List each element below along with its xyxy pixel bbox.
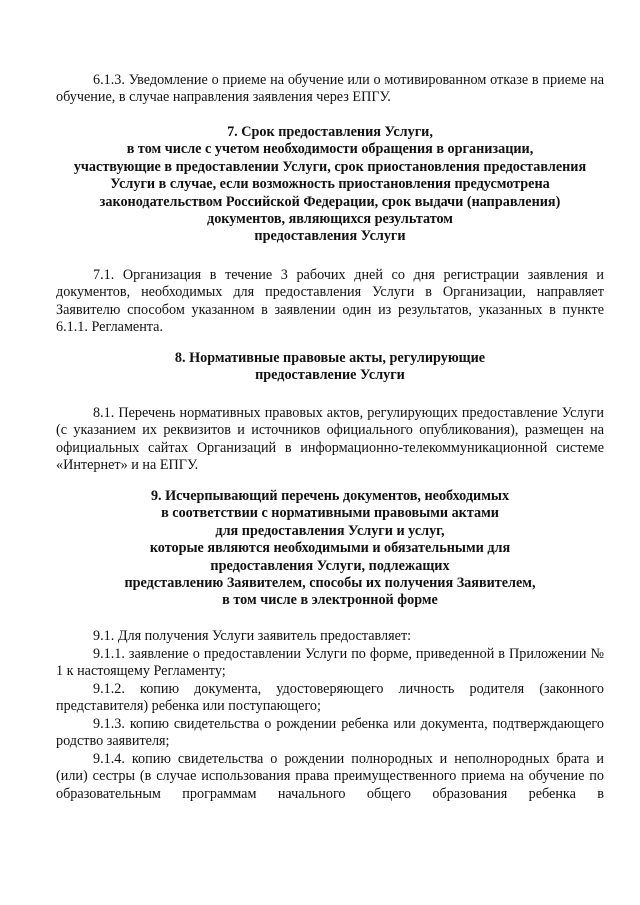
paragraph-8-1: 8.1. Перечень нормативных правовых актов, регулирующих предоставление Услуги (с указанием их реквизитов и источников официального опубликования), размещен на официальных сайтах Организаций в информационно-телекоммуникационной системе «Интернет» и на ЕПГУ.	[56, 405, 604, 474]
section-7-heading-line: документов, являющихся результатом	[207, 211, 453, 228]
paragraph-9-1: 9.1. Для получения Услуги заявитель предоставляет:	[93, 628, 412, 644]
paragraph-9-1-1: 9.1.1. заявление о предоставлении Услуги по форме, приведенной в Приложении № 1 к настоящему Регламенту;	[56, 646, 604, 680]
section-7-heading-line: предоставления Услуги	[254, 228, 406, 245]
section-9-heading	[56, 488, 604, 610]
paragraph-9-1-4: 9.1.4. копию свидетельства о рождении полнородных и неполнородных брата и (или) сестры (в случае использования права преимущественного приема на обучение по образовательным программам начального общего образования ребенка в	[56, 751, 604, 802]
section-9-heading-line: в том числе в электронной форме	[222, 592, 438, 609]
section-9-heading-line: для предоставления Услуги и услуг,	[215, 522, 445, 539]
section-8-heading-line: 8. Нормативные правовые акты, регулирующие	[174, 350, 486, 366]
section-8-heading-line: предоставление Услуги	[255, 367, 405, 384]
section-7-heading-line: Услуги в случае, если возможность приостановления предусмотрена	[110, 176, 550, 193]
section-7-heading-line: 7. Срок предоставления Услуги,	[227, 124, 433, 140]
section-9-heading-line: представлению Заявителем, способы их получения Заявителем,	[124, 575, 536, 592]
paragraph-7-1: 7.1. Организация в течение 3 рабочих дней со дня регистрации заявления и документов, необходимых для предоставления Услуги в Организации, направляет Заявителю способом указанном в заявлении один из результатов, указанных в пункте 6.1.1. Регламента.	[56, 267, 604, 336]
section-8-heading	[56, 350, 604, 385]
section-9-heading-line: в соответствии с нормативными правовыми актами	[161, 505, 499, 522]
section-7-heading	[56, 124, 604, 246]
section-9-heading-line: предоставления Услуги, подлежащих	[210, 557, 450, 574]
section-7-heading-line: в том числе с учетом необходимости обращения в организации,	[126, 141, 534, 158]
paragraph-6-1-3: 6.1.3. Уведомление о приеме на обучение или о мотивированном отказе в приеме на обучение, в случае направления заявления через ЕПГУ.	[56, 72, 604, 106]
section-9-heading-line: 9. Исчерпывающий перечень документов, необходимых	[150, 488, 510, 504]
section-7-heading-line: законодательством Российской Федерации, срок выдачи (направления)	[99, 193, 561, 210]
section-7-heading-line: участвующие в предоставлении Услуги, срок приостановления предоставления	[73, 158, 587, 175]
paragraph-9-1-2: 9.1.2. копию документа, удостоверяющего личность родителя (законного представителя) ребенка или поступающего;	[56, 681, 604, 715]
section-9-heading-line: которые являются необходимыми и обязательными для	[149, 540, 511, 557]
paragraph-9-1-3: 9.1.3. копию свидетельства о рождении ребенка или документа, подтверждающего родство заявителя;	[56, 716, 604, 750]
